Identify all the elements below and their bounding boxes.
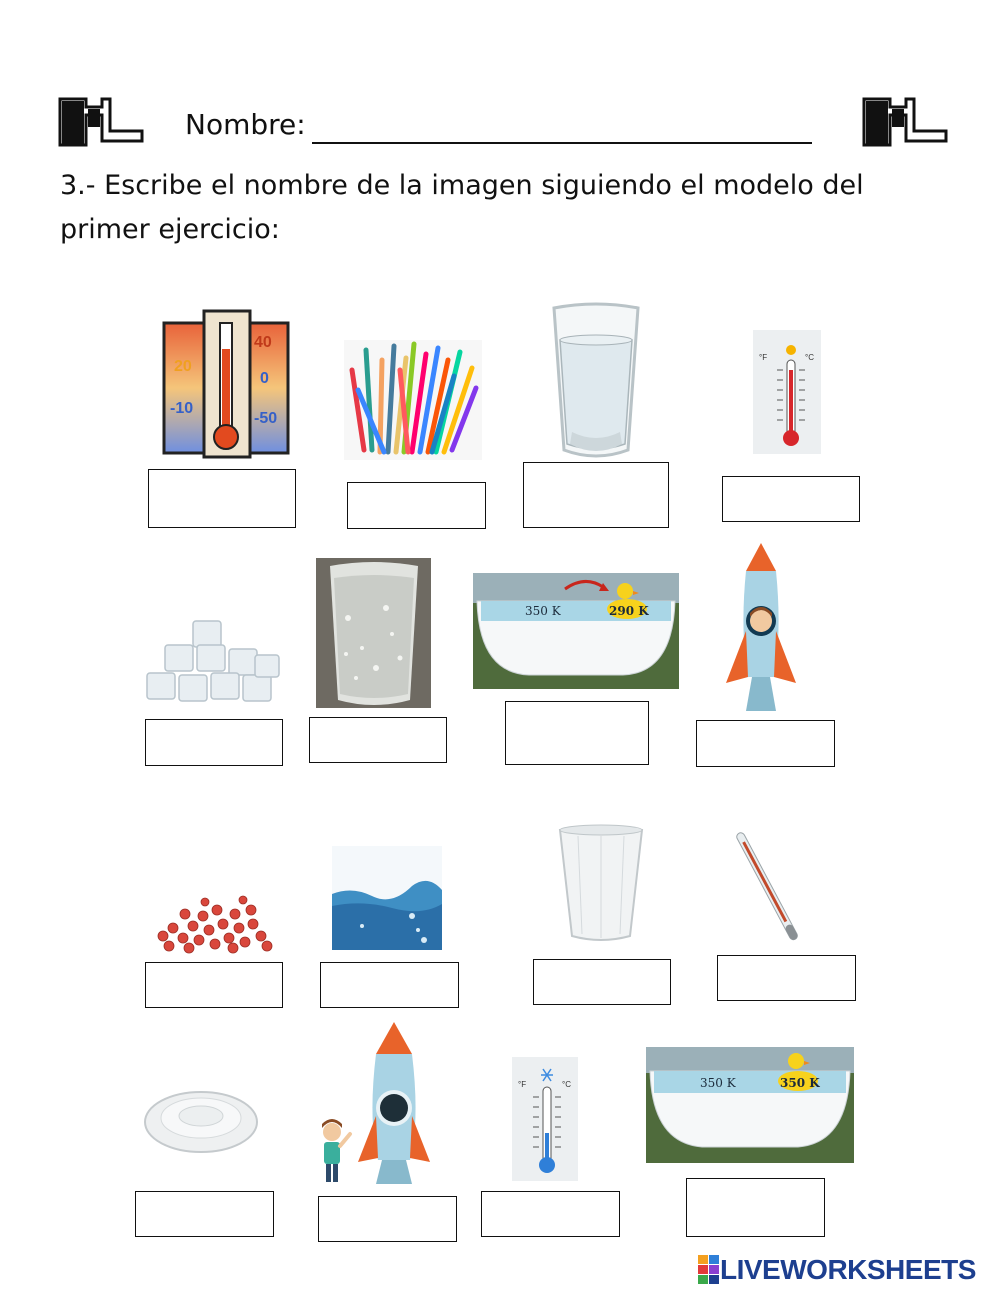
poster-label-20: 20 [174, 358, 192, 375]
thermometer-poster-image [160, 309, 292, 459]
answer-box-6[interactable] [309, 717, 447, 763]
name-label: Nombre: [185, 108, 306, 141]
ice-cubes-image [145, 615, 283, 707]
poster-label-minus50: -50 [254, 410, 278, 427]
answer-box-4[interactable] [722, 476, 860, 522]
name-line[interactable] [312, 142, 812, 144]
straws-image [344, 340, 482, 460]
instruction-text: 3.- Escribe el nombre de la imagen siguiendo el modelo del primer ejercicio: [60, 170, 864, 245]
water-splash-image [332, 846, 442, 950]
cold-thermometer-image [512, 1057, 578, 1181]
cold-scale-f-label: °F [518, 1080, 527, 1089]
poster-label-minus10: -10 [170, 400, 194, 417]
answer-box-13[interactable] [135, 1191, 274, 1237]
answer-box-15[interactable] [481, 1191, 620, 1237]
rocket-empty-image [318, 1020, 434, 1186]
answer-box-12[interactable] [717, 955, 856, 1001]
brand-logo-icon [698, 1255, 720, 1285]
answer-box-16[interactable] [686, 1178, 825, 1237]
bath1-left-temp: 350 K [525, 604, 561, 618]
answer-box-2[interactable] [347, 482, 486, 529]
bath1-right-temp: 290 K [609, 604, 649, 618]
plastic-cup-image [556, 824, 646, 944]
bath2-left-temp: 350 K [700, 1076, 736, 1090]
bathtub-duck-image-2 [646, 1047, 854, 1163]
answer-box-11[interactable] [533, 959, 671, 1005]
school-logo-right [862, 95, 948, 147]
cup-lid-image [143, 1082, 259, 1156]
school-logo-left [58, 95, 144, 147]
condensation-glass-image [316, 558, 431, 708]
answer-box-10[interactable] [320, 962, 459, 1008]
particles-image [155, 890, 275, 954]
answer-box-14[interactable] [318, 1196, 457, 1242]
answer-box-9[interactable] [145, 962, 283, 1008]
water-glass-image [548, 302, 644, 460]
bathtub-duck-image-1 [473, 573, 679, 689]
poster-label-40: 40 [254, 334, 272, 351]
answer-box-1[interactable] [148, 469, 296, 528]
scale-c-label: °C [805, 353, 814, 362]
bath2-right-temp: 350 K [780, 1076, 820, 1090]
answer-box-8[interactable] [696, 720, 835, 767]
liveworksheets-brand [698, 1254, 976, 1286]
answer-box-3[interactable] [523, 462, 669, 528]
cold-scale-c-label: °C [562, 1080, 571, 1089]
scale-f-label: °F [759, 353, 768, 362]
poster-label-0: 0 [260, 370, 269, 387]
brand-name: LIVEWORKSHEETS [720, 1254, 976, 1285]
answer-box-5[interactable] [145, 719, 283, 766]
answer-box-7[interactable] [505, 701, 649, 765]
rocket-child-image [722, 541, 800, 713]
hot-thermometer-image [753, 330, 821, 454]
clinical-thermometer-image [728, 826, 808, 950]
